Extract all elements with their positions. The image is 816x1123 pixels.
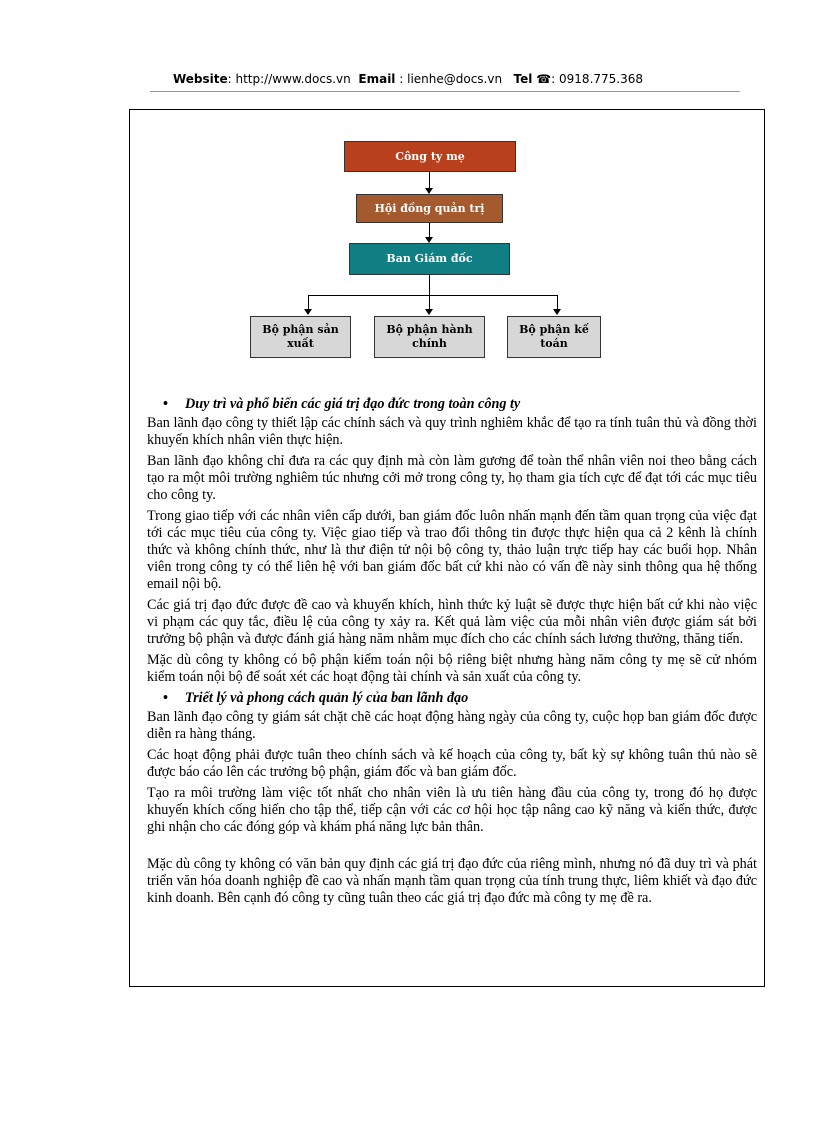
org-label-parent: Công ty mẹ (395, 149, 465, 163)
connector-line (429, 172, 430, 189)
body-text (147, 396, 757, 911)
connector-line (429, 295, 430, 309)
website-label: Website (172, 72, 228, 86)
arrow-down-icon (553, 309, 561, 315)
email-label: Email (358, 72, 396, 86)
org-label-administration: Bộ phận hành chính (386, 323, 473, 350)
org-box-production (250, 316, 351, 358)
connector-line (308, 295, 558, 296)
org-label-director: Ban Giám đốc (386, 252, 473, 265)
paragraph: Mặc dù công ty không có bộ phận kiểm toán nội bộ riêng biệt nhưng hàng năm công ty mẹ sẽ cử nhóm kiểm toán nội bộ để soát xét các hoạt động tài chính và sản xuất của công ty. (147, 652, 757, 685)
bullet-icon: • (163, 690, 168, 706)
org-box-board (356, 194, 503, 223)
paragraph: Mặc dù công ty không có văn bản quy định các giá trị đạo đức của riêng mình, nhưng nó đã duy trì và phát triển văn hóa doanh nghiệp đề cao và nhấn mạnh tầm quan trọng của tính trung thực, liêm khiết và đạo đức kinh doanh. Bên cạnh đó công ty cũng tuân theo các giá trị đạo đức mà công ty mẹ đề ra. (147, 856, 757, 906)
website-value: : http://www.docs.vn (227, 72, 351, 86)
paragraph: Tạo ra môi trường làm việc tốt nhất cho nhân viên là ưu tiên hàng đầu của công ty, trong đó họ được khuyến khích cống hiến cho tập thể, tiếp cận với các cơ hội học tập nâng cao kỹ năng và kiến thức, được ghi nhận cho các đóng góp và khám phá năng lực bản thân. (147, 785, 757, 835)
paragraph: Các hoạt động phải được tuân theo chính sách và kế hoạch của công ty, bất kỳ sự không tuân thủ nào sẽ được báo cáo lên các trưởng bộ phận, giám đốc và ban giám đốc. (147, 747, 757, 780)
section-heading-text: Duy trì và phổ biến các giá trị đạo đức trong toàn công ty (185, 396, 521, 412)
section-heading (147, 396, 757, 413)
connector-line (429, 223, 430, 237)
arrow-down-icon (425, 309, 433, 315)
connector-line (308, 295, 309, 309)
paragraph: Ban lãnh đạo công ty giám sát chặt chẽ các hoạt động hàng ngày của công ty, cuộc họp ban giám đốc được diễn ra hàng tháng. (147, 709, 757, 742)
org-box-parent-company (344, 141, 516, 172)
org-label-production: Bộ phận sản xuất (262, 323, 339, 350)
header-rule (150, 91, 740, 92)
paragraph: Ban lãnh đạo công ty thiết lập các chính sách và quy trình nghiêm khắc để tạo ra tính tuân thủ và đồng thời khuyến khích nhân viên thực hiện. (147, 415, 757, 448)
section-heading (147, 690, 757, 707)
org-box-accounting (507, 316, 601, 358)
org-label-accounting: Bộ phận kế toán (519, 323, 589, 350)
connector-line (429, 275, 430, 295)
org-box-administration (374, 316, 485, 358)
tel-value: : 0918.775.368 (551, 72, 644, 86)
phone-icon: ☎ (536, 72, 552, 86)
bullet-icon: • (163, 396, 168, 412)
connector-line (557, 295, 558, 309)
page-header (0, 72, 816, 86)
paragraph: Trong giao tiếp với các nhân viên cấp dưới, ban giám đốc luôn nhấn mạnh đến tầm quan trọng của việc đạt tới các mục tiêu của công ty. Việc giao tiếp và trao đổi thông tin được thực hiện qua cả 2 kênh là chính thức và không chính thức, như là thư điện tử nội bộ công ty, thảo luận trực tiếp hay các buổi họp. Nhân viên trong công ty có thể liên hệ với ban giám đốc bất cứ khi nào có vấn đề này sinh thông qua hệ thống email nội bộ. (147, 508, 757, 592)
arrow-down-icon (304, 309, 312, 315)
org-label-board: Hội đồng quản trị (374, 201, 485, 215)
tel-label: Tel (513, 72, 533, 86)
paragraph: Ban lãnh đạo không chỉ đưa ra các quy định mà còn làm gương để toàn thể nhân viên noi theo bằng cách tạo ra một môi trường nghiêm túc nhưng cởi mở trong công ty, họ tham gia tích cực để đạt tới các mục tiêu cho công ty. (147, 453, 757, 503)
spacer (147, 840, 757, 856)
org-box-director (349, 243, 510, 275)
email-value: : lienhe@docs.vn (399, 72, 503, 86)
section-heading-text: Triết lý và phong cách quản lý của ban lãnh đạo (185, 690, 469, 706)
paragraph: Các giá trị đạo đức được đề cao và khuyến khích, hình thức kỷ luật sẽ được thực hiện bất cứ khi nào việc vi phạm các quy tắc, điều lệ của công ty xảy ra. Kết quả làm việc của mỗi nhân viên được giám sát bởi trưởng bộ phận và được đánh giá hàng năm nhằm mục đích cho các chính sách lương thưởng, thăng tiến. (147, 597, 757, 647)
